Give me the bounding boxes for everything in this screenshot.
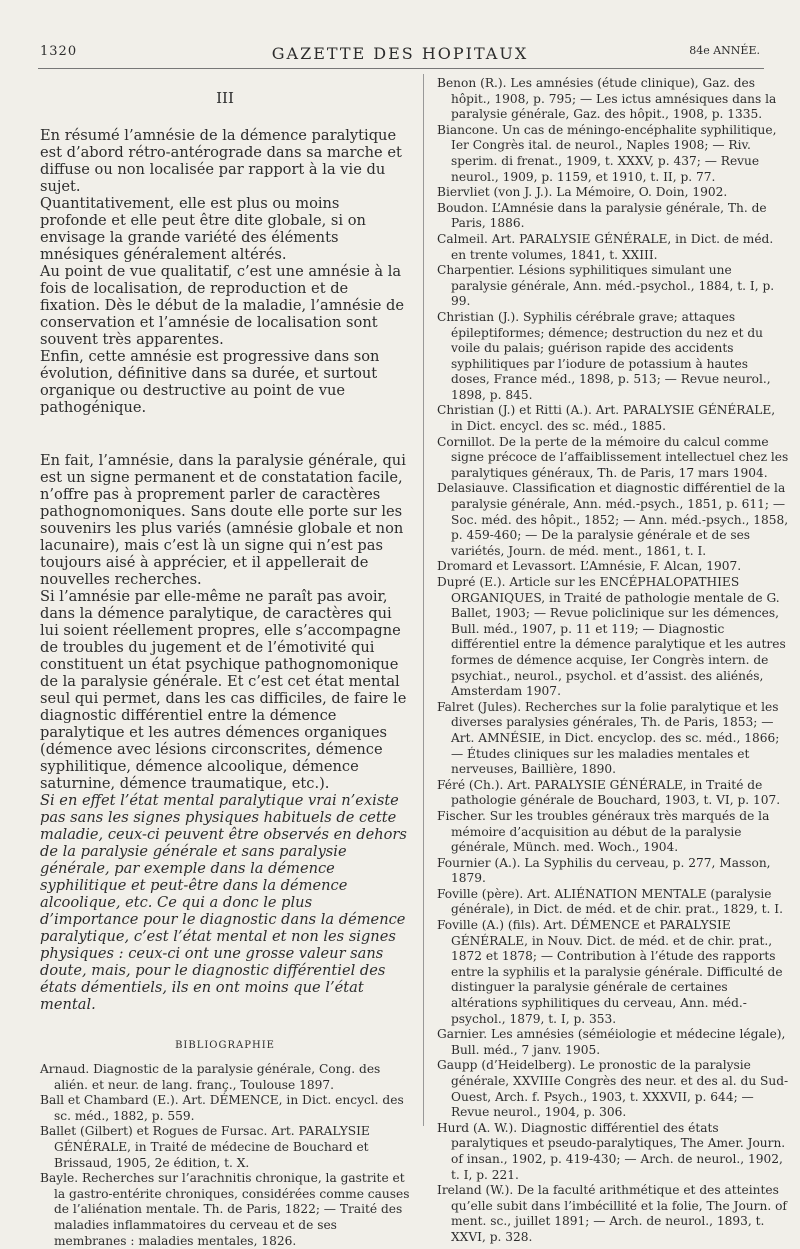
bibliography-entry: Christian (J.). Syphilis cérébrale grave; attaques épileptiformes; démence; destruction du nez et du voile du palais; guérison rapide des accidents syphilitiques par l’iodure de potassium à hautes doses, France méd., 1898, p. 513; — Revue neurol., 1898, p. 845. bbox=[437, 309, 771, 402]
header-rule bbox=[38, 68, 764, 69]
bibliography-entry: Ballet (Gilbert) et Rogues de Fursac. Art. PARALYSIE GÉNÉRALE, in Traité de médecine de Bouchard et Brissaud, 1905, 2e édition, t. X. bbox=[40, 1124, 370, 1170]
paragraph-gap bbox=[40, 416, 410, 452]
page-number: 1320 bbox=[40, 44, 78, 59]
bibliography-entry: Foville (père). Art. ALIÉNATION MENTALE (paralysie générale), in Dict. de méd. et de chir. prat., 1829, t. I. bbox=[437, 886, 783, 917]
bibliography-entry: Delasiauve. Classification et diagnostic différentiel de la paralysie générale, Ann. méd.-psych., 1851, p. 611; — Soc. méd. des hôpit., 1852; — Ann. méd.-psych., 1858, p. 459-460; — De la paralysie générale et de ses variétés, Journ. de méd. ment., 1861, t. I. bbox=[437, 481, 789, 558]
bibliography-entry: Benon (R.). Les amnésies (étude clinique), Gaz. des hôpit., 1908, p. 795; — Les ictus amnésiques dans la paralysie générale, Gaz. des hôpit., 1908, p. 1335. bbox=[437, 76, 777, 122]
bibliography-list bbox=[40, 1062, 410, 1249]
paragraph: En fait, l’amnésie, dans la paralysie générale, qui est un signe permanent et de constatation facile, n’offre pas à proprement parler de caractères pathognomoniques. Sans doute elle porte sur les souvenirs les plus variés (amnésie globale et non lacunaire), mais c’est là un signe qui n’est pas toujours aisé à apprécier, et il appellerait de nouvelles recherches. bbox=[40, 452, 406, 588]
bibliography-entry: Ireland (W.). De la faculté arithmétique et des atteintes qu’elle subit dans l’imbécillité et la folie, The Journ. of ment. sc., juillet 1891; — Arch. de neurol., 1893, t. XXVI, p. 328. bbox=[437, 1183, 787, 1244]
bibliography-entry: Bayle. Recherches sur l’arachnitis chronique, la gastrite et la gastro-entérite chroniques, considérées comme causes de l’aliénation mentale. Th. de Paris, 1822; — Traité des maladies inflammatoires du cerveau et de ses membranes : maladies mentales, 1826. bbox=[40, 1171, 410, 1248]
bibliography-title: BIBLIOGRAPHIE bbox=[175, 1040, 275, 1051]
paragraph: Quantitativement, elle est plus ou moins profonde et elle peut être dite globale, si on envisage la grande variété des éléments mnésiques généralement altérés. bbox=[40, 195, 366, 263]
paragraph: Enfin, cette amnésie est progressive dans son évolution, définitive dans sa durée, et surtout organique ou destructive au point de vue pathogénique. bbox=[40, 348, 380, 416]
bibliography-entry: Biancone. Un cas de méningo-encéphalite syphilitique, Ier Congrès ital. de neurol., Naples 1908; — Riv. sperim. di frenat., 1909, t. XXXV, p. 437; — Revue neurol., 1909, p. 1159, et 1910, t. II, p. 77. bbox=[437, 122, 777, 184]
journal-title: GAZETTE DES HOPITAUX bbox=[271, 44, 529, 63]
bibliography-entry: Fischer. Sur les troubles généraux très marqués de la mémoire d’acquisition au début de la paralysie générale, Münch. med. Woch., 1904. bbox=[437, 808, 770, 855]
bibliography-entry: Dupré (E.). Article sur les ENCÉPHALOPATHIES ORGANIQUES, in Traité de pathologie mentale de G. Ballet, 1903; — Revue policlinique sur les démences, Bull. méd., 1907, p. 11 et 119; — Diagnostic différentiel entre la démence paralytique et les autres formes de démence acquise, Ier Congrès intern. de psychiat., neurol., psychol. et d’assist. des aliénés, Amsterdam 1907. bbox=[437, 575, 786, 699]
bibliography-entry: Falret (Jules). Recherches sur la folie paralytique et les diverses paralysies générales, Th. de Paris, 1853; — Art. AMNÉSIE, in Dict. encyclop. des sc. méd., 1866; — Études cliniques sur les maladies mentales et nerveuses, Baillière, 1890. bbox=[437, 699, 780, 777]
bibliography-entry: Calmeil. Art. PARALYSIE GÉNÉRALE, in Dict. de méd. en trente volumes, 1841, t. XXIII. bbox=[437, 231, 774, 262]
bibliography-entry: Garnier. Les amnésies (séméiologie et médecine légale), Bull. méd., 7 janv. 1905. bbox=[437, 1027, 786, 1057]
bibliography-entry: Fournier (A.). La Syphilis du cerveau, p. 277, Masson, 1879. bbox=[437, 855, 771, 886]
year-label: 84e ANNÉE. bbox=[689, 44, 760, 57]
bibliography-entry: Arnaud. Diagnostic de la paralysie générale, Cong. des alién. et neur. de lang. franç., Toulouse 1897. bbox=[40, 1062, 381, 1092]
bibliography-entry: Féré (Ch.). Art. PARALYSIE GÉNÉRALE, in Traité de pathologie générale de Bouchard, 1903, t. VI, p. 107. bbox=[437, 777, 781, 808]
bibliography-entry: Ball et Chambard (E.). Art. DÉMENCE, in Dict. encycl. des sc. méd., 1882, p. 559. bbox=[40, 1093, 404, 1123]
bibliography-entry: Charpentier. Lésions syphilitiques simulant une paralysie générale, Ann. méd.-psychol., 1884, t. I, p. 99. bbox=[437, 263, 775, 309]
bibliography-entry: Foville (A.) (fils). Art. DÉMENCE et PARALYSIE GÉNÉRALE, in Nouv. Dict. de méd. et de chir. prat., 1872 et 1878; — Contribution à l’étude des rapports entre la syphilis et la paralysie générale. Difficulté de distinguer la paralysie générale de certaines altérations syphilitiques du cerveau, Ann. méd.-psychol., 1879, t. I, p. 353. bbox=[437, 918, 783, 1026]
bibliography-entry: Christian (J.) et Ritti (A.). Art. PARALYSIE GÉNÉRALE, in Dict. encycl. des sc. méd., 1885. bbox=[437, 403, 776, 434]
bibliography-entry: Biervliet (von J. J.). La Mémoire, O. Doin, 1902. bbox=[437, 185, 728, 200]
bibliography-entry: Gaupp (d’Heidelberg). Le pronostic de la paralysie générale, XXVIIIe Congrès des neur. et des al. du Sud-Ouest, Arch. f. Psych., 1903, t. XXXVII, p. 644; — Revue neurol., 1904, p. 306. bbox=[437, 1058, 789, 1120]
page-header bbox=[40, 36, 760, 66]
bibliography-entry: Dromard et Levassort. L’Amnésie, F. Alcan, 1907. bbox=[437, 559, 742, 574]
paragraph: Au point de vue qualitatif, c’est une amnésie à la fois de localisation, de reproduction et de fixation. Dès le début de la maladie, l’amnésie de conservation et l’amnésie de localisation sont souvent très apparentes. bbox=[40, 263, 405, 348]
bibliography-entry: Boudon. L’Amnésie dans la paralysie générale, Th. de Paris, 1886. bbox=[437, 200, 767, 231]
bibliography-entry: Hurd (A. W.). Diagnostic différentiel des états paralytiques et pseudo-paralytiques, The Amer. Journ. of insan., 1902, p. 419-430; — Arch. de neurol., 1902, t. I, p. 221. bbox=[437, 1120, 786, 1182]
left-column bbox=[40, 84, 410, 1249]
paragraph: Si l’amnésie par elle-même ne paraît pas avoir, dans la démence paralytique, de caractères qui lui soient réellement propres, elle s’accompagne de troubles du jugement et de l’émotivité qui constituent un état psychique pathognomonique de la paralysie générale. Et c’est cet état mental seul qui permet, dans les cas difficiles, de faire le diagnostic différentiel entre la démence paralytique et les autres démences organiques (démence avec lésions circonscrites, démence syphilitique, démence alcoolique, démence saturnine, démence traumatique, etc.). bbox=[40, 588, 407, 792]
section-number: III bbox=[216, 89, 234, 107]
right-column bbox=[437, 76, 789, 1246]
paragraph: Si en effet l’état mental paralytique vrai n’existe pas sans les signes physiques habituels de cette maladie, ceux-ci peuvent être observés en dehors de la paralysie générale et sans paralysie générale, par exemple dans la démence syphilitique et peut-être dans la démence alcoolique, etc. Ce qui a donc le plus d’importance pour le diagnostic dans la démence paralytique, c’est l’état mental et non les signes physiques : ceux-ci ont une grosse valeur sans doute, mais, pour le diagnostic différentiel des états démentiels, ils en ont moins que l’état mental. bbox=[40, 792, 407, 1013]
paragraph: En résumé l’amnésie de la démence paralytique est d’abord rétro-antérograde dans sa marche et diffuse ou non localisée par rapport à la vie du sujet. bbox=[40, 127, 402, 195]
column-divider bbox=[423, 74, 424, 1126]
bibliography-entry: Cornillot. De la perte de la mémoire du calcul comme signe précoce de l’affaiblissement intellectuel chez les paralytiques généraux, Th. de Paris, 17 mars 1904. bbox=[437, 434, 789, 480]
